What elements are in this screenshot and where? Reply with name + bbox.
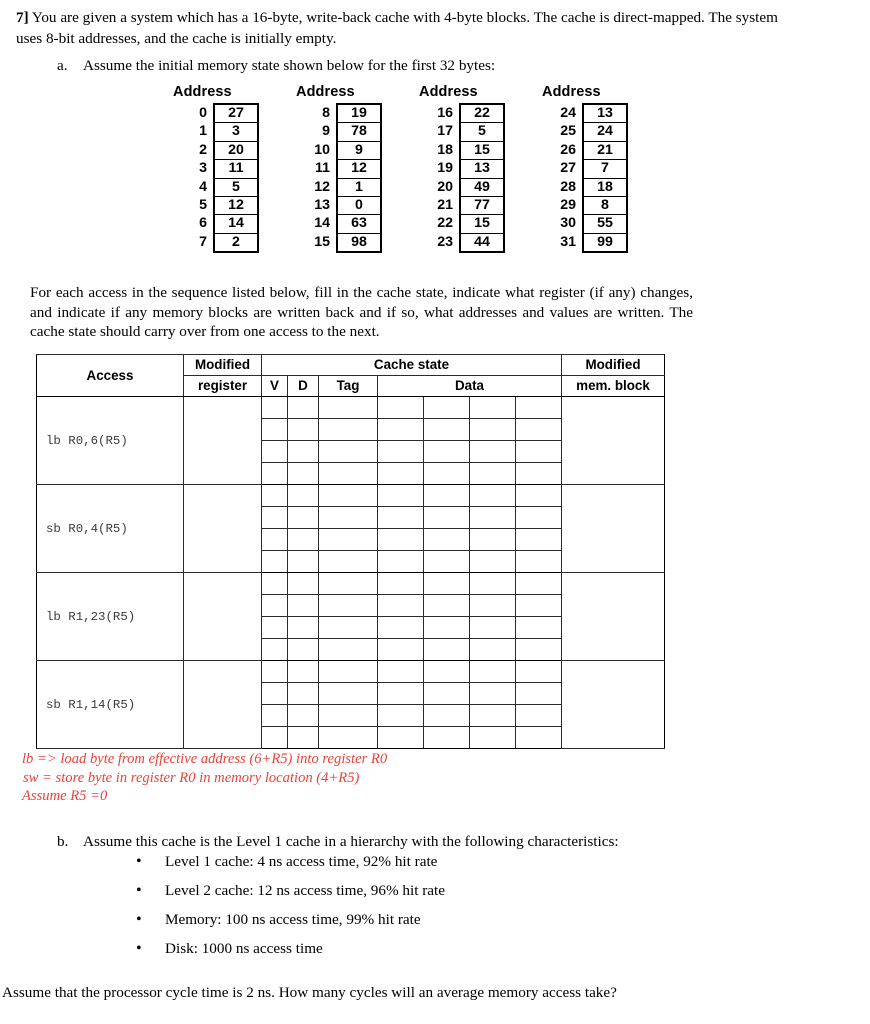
list-item (130, 934, 730, 963)
header-valid-bit: V (262, 376, 288, 397)
tag-cell[interactable] (319, 419, 378, 441)
memory-address: 11 (315, 160, 330, 177)
dirty-bit-cell[interactable] (288, 661, 319, 683)
dirty-bit-cell[interactable] (288, 727, 319, 749)
memory-box (437, 103, 505, 253)
data-byte-cell[interactable] (516, 595, 562, 617)
memory-value: 98 (351, 233, 367, 250)
address-header: Address (542, 84, 601, 100)
header-data: Data (378, 376, 562, 397)
memory-address: 16 (437, 105, 453, 121)
memory-row (199, 122, 257, 140)
dirty-bit-cell[interactable] (288, 705, 319, 727)
valid-bit-cell[interactable] (262, 397, 288, 419)
data-byte-cell[interactable] (424, 617, 470, 639)
tag-cell[interactable] (319, 397, 378, 419)
memory-address: 29 (560, 196, 576, 213)
dirty-bit-cell[interactable] (288, 463, 319, 485)
data-byte-cell[interactable] (424, 551, 470, 573)
modified-mem-block-cell[interactable] (562, 661, 665, 749)
data-byte-cell[interactable] (378, 419, 424, 441)
memory-address: 26 (560, 141, 576, 158)
memory-value: 20 (228, 141, 244, 158)
question-number: 7] (16, 9, 29, 26)
list-item (130, 847, 730, 876)
memory-value: 12 (228, 196, 244, 213)
memory-row (437, 105, 503, 122)
data-byte-cell[interactable] (424, 529, 470, 551)
memory-address: 20 (437, 178, 453, 195)
data-byte-cell[interactable] (378, 529, 424, 551)
valid-bit-cell[interactable] (262, 705, 288, 727)
dirty-bit-cell[interactable] (288, 617, 319, 639)
memory-row (314, 233, 380, 251)
valid-bit-cell[interactable] (262, 617, 288, 639)
data-byte-cell[interactable] (516, 463, 562, 485)
memory-address: 21 (437, 196, 453, 213)
dirty-bit-cell[interactable] (288, 507, 319, 529)
note-sw: sw = store byte in register R0 in memory location (4+R5) (23, 769, 360, 786)
memory-address: 6 (199, 215, 207, 232)
address-header: Address (173, 84, 232, 100)
valid-bit-cell[interactable] (262, 463, 288, 485)
valid-bit-cell[interactable] (262, 441, 288, 463)
header-modified-register-line2: register (184, 376, 262, 397)
memory-row (199, 196, 257, 214)
tag-cell[interactable] (319, 551, 378, 573)
dirty-bit-cell[interactable] (288, 397, 319, 419)
tag-cell[interactable] (319, 661, 378, 683)
header-access: Access (37, 355, 184, 397)
hierarchy-bullet-list (130, 847, 730, 963)
memory-address: 30 (560, 215, 576, 232)
question-intro-text: You are given a system which has a 16-byte, write-back cache with 4-byte blocks. The cache is direct-mapped. The system uses 8-bit addresses, and the cache is initially empty. (16, 9, 778, 47)
memory-value: 21 (597, 141, 613, 158)
dirty-bit-cell[interactable] (288, 529, 319, 551)
data-byte-cell[interactable] (470, 463, 516, 485)
part-a-label: a. (57, 57, 68, 74)
memory-row (560, 141, 626, 159)
memory-value: 5 (478, 123, 486, 140)
data-byte-cell[interactable] (470, 705, 516, 727)
part-b-text: Assume this cache is the Level 1 cache in a hierarchy with the following characteristics: (83, 833, 619, 850)
tag-cell[interactable] (319, 705, 378, 727)
memory-row (560, 214, 626, 232)
header-modified-mem-block-line2: mem. block (562, 376, 665, 397)
memory-address: 7 (199, 233, 207, 250)
data-byte-cell[interactable] (378, 397, 424, 419)
memory-value: 12 (351, 160, 367, 177)
memory-row (199, 214, 257, 232)
data-byte-cell[interactable] (470, 639, 516, 661)
memory-row (314, 196, 380, 214)
memory-value: 0 (355, 196, 363, 213)
memory-address: 1 (199, 123, 207, 140)
memory-address: 14 (314, 215, 330, 232)
address-header: Address (296, 84, 355, 100)
data-byte-cell[interactable] (470, 617, 516, 639)
data-byte-cell[interactable] (470, 441, 516, 463)
tag-cell[interactable] (319, 441, 378, 463)
memory-value: 2 (232, 233, 240, 250)
memory-column-0 (160, 82, 282, 253)
data-byte-cell[interactable] (516, 639, 562, 661)
memory-row (199, 233, 257, 251)
memory-value: 27 (228, 105, 244, 121)
valid-bit-cell[interactable] (262, 595, 288, 617)
memory-value: 63 (351, 215, 367, 232)
instruction-legend-notes (22, 750, 387, 806)
tag-cell[interactable] (319, 639, 378, 661)
memory-value: 9 (355, 141, 363, 158)
data-byte-cell[interactable] (516, 573, 562, 595)
memory-address: 2 (199, 141, 207, 158)
memory-row (437, 196, 503, 214)
data-byte-cell[interactable] (470, 419, 516, 441)
memory-value: 14 (228, 215, 244, 232)
memory-address: 5 (199, 196, 207, 213)
memory-box (199, 103, 259, 253)
memory-value: 19 (351, 105, 367, 121)
data-byte-cell[interactable] (470, 485, 516, 507)
tag-cell[interactable] (319, 485, 378, 507)
memory-value: 13 (597, 105, 613, 121)
tag-cell[interactable] (319, 529, 378, 551)
data-byte-cell[interactable] (516, 551, 562, 573)
memory-value: 22 (474, 105, 490, 121)
memory-box (560, 103, 628, 253)
tag-cell[interactable] (319, 595, 378, 617)
data-byte-cell[interactable] (516, 683, 562, 705)
memory-row (560, 159, 626, 177)
memory-address: 13 (314, 196, 330, 213)
memory-row (560, 122, 626, 140)
valid-bit-cell[interactable] (262, 507, 288, 529)
data-byte-cell[interactable] (516, 441, 562, 463)
memory-address: 3 (199, 160, 207, 177)
memory-address: 9 (322, 123, 330, 140)
data-byte-cell[interactable] (378, 595, 424, 617)
data-byte-cell[interactable] (424, 397, 470, 419)
memory-value: 8 (601, 196, 609, 213)
data-byte-cell[interactable] (424, 463, 470, 485)
memory-row (560, 178, 626, 196)
data-byte-cell[interactable] (424, 507, 470, 529)
dirty-bit-cell[interactable] (288, 485, 319, 507)
question-intro (16, 7, 796, 49)
tag-cell[interactable] (319, 617, 378, 639)
worksheet-header-row-1 (37, 355, 665, 376)
memory-row (437, 159, 503, 177)
data-byte-cell[interactable] (378, 463, 424, 485)
memory-value: 77 (474, 196, 490, 213)
valid-bit-cell[interactable] (262, 529, 288, 551)
dirty-bit-cell[interactable] (288, 595, 319, 617)
memory-value: 99 (597, 233, 613, 250)
access-instruction: lb R0,6(R5) (37, 397, 184, 485)
bullet-icon: • (136, 853, 142, 870)
memory-address: 0 (199, 105, 207, 121)
header-dirty-bit: D (288, 376, 319, 397)
memory-value: 7 (601, 160, 609, 177)
data-byte-cell[interactable] (378, 507, 424, 529)
memory-state-tables (160, 82, 720, 257)
data-byte-cell[interactable] (470, 727, 516, 749)
valid-bit-cell[interactable] (262, 551, 288, 573)
memory-address: 12 (314, 178, 330, 195)
memory-value: 24 (597, 123, 613, 140)
valid-bit-cell[interactable] (262, 661, 288, 683)
tag-cell[interactable] (319, 507, 378, 529)
memory-address: 27 (560, 160, 576, 177)
memory-address: 17 (437, 123, 453, 140)
data-byte-cell[interactable] (470, 661, 516, 683)
memory-value: 55 (597, 215, 613, 232)
memory-value: 5 (232, 178, 240, 195)
list-item (130, 876, 730, 905)
valid-bit-cell[interactable] (262, 485, 288, 507)
valid-bit-cell[interactable] (262, 419, 288, 441)
memory-row (560, 233, 626, 251)
data-byte-cell[interactable] (378, 441, 424, 463)
memory-address: 4 (199, 178, 207, 195)
memory-row (437, 178, 503, 196)
memory-row (322, 105, 380, 122)
memory-row (437, 122, 503, 140)
data-byte-cell[interactable] (424, 705, 470, 727)
data-byte-cell[interactable] (516, 397, 562, 419)
data-byte-cell[interactable] (470, 507, 516, 529)
data-byte-cell[interactable] (378, 705, 424, 727)
data-byte-cell[interactable] (516, 705, 562, 727)
memory-address: 18 (437, 141, 453, 158)
memory-address: 24 (560, 105, 576, 121)
bullet-icon: • (136, 940, 142, 957)
data-byte-cell[interactable] (424, 661, 470, 683)
memory-row (199, 141, 257, 159)
memory-row (560, 105, 626, 122)
data-byte-cell[interactable] (516, 727, 562, 749)
memory-row (199, 105, 257, 122)
modified-register-cell[interactable] (184, 397, 262, 485)
data-byte-cell[interactable] (470, 573, 516, 595)
memory-address: 23 (437, 233, 453, 250)
tag-cell[interactable] (319, 727, 378, 749)
memory-address: 8 (322, 105, 330, 121)
memory-row (322, 122, 380, 140)
data-byte-cell[interactable] (378, 551, 424, 573)
table-row (37, 661, 665, 683)
data-byte-cell[interactable] (378, 683, 424, 705)
memory-value: 3 (232, 123, 240, 140)
dirty-bit-cell[interactable] (288, 441, 319, 463)
memory-row (437, 214, 503, 232)
valid-bit-cell[interactable] (262, 683, 288, 705)
memory-row (437, 233, 503, 251)
data-byte-cell[interactable] (470, 529, 516, 551)
data-byte-cell[interactable] (424, 683, 470, 705)
address-header: Address (419, 84, 478, 100)
header-modified-register-line1: Modified (184, 355, 262, 376)
data-byte-cell[interactable] (378, 727, 424, 749)
modified-mem-block-cell[interactable] (562, 397, 665, 485)
data-byte-cell[interactable] (516, 507, 562, 529)
data-byte-cell[interactable] (516, 529, 562, 551)
dirty-bit-cell[interactable] (288, 573, 319, 595)
note-lb: lb => load byte from effective address (6+R5) into register R0 (22, 751, 388, 767)
bullet-icon: • (136, 911, 142, 928)
modified-register-cell[interactable] (184, 661, 262, 749)
tag-cell[interactable] (319, 573, 378, 595)
data-byte-cell[interactable] (470, 397, 516, 419)
data-byte-cell[interactable] (424, 485, 470, 507)
access-instruction: sb R1,14(R5) (37, 661, 184, 749)
data-byte-cell[interactable] (424, 727, 470, 749)
data-byte-cell[interactable] (470, 683, 516, 705)
memory-address: 10 (314, 141, 330, 158)
valid-bit-cell[interactable] (262, 727, 288, 749)
dirty-bit-cell[interactable] (288, 551, 319, 573)
memory-value: 1 (355, 178, 363, 195)
memory-value: 11 (228, 160, 244, 177)
memory-address: 19 (437, 160, 453, 177)
closing-question: Assume that the processor cycle time is 2 ns. How many cycles will an average memory access take? (2, 984, 617, 1001)
list-item-label: Level 2 cache: 12 ns access time, 96% hit rate (165, 882, 446, 899)
dirty-bit-cell[interactable] (288, 683, 319, 705)
note-assume-r5: Assume R5 =0 (22, 788, 108, 805)
dirty-bit-cell[interactable] (288, 639, 319, 661)
data-byte-cell[interactable] (516, 485, 562, 507)
memory-row (560, 196, 626, 214)
list-item (130, 905, 730, 934)
memory-value: 18 (597, 178, 613, 195)
tag-cell[interactable] (319, 683, 378, 705)
memory-row (199, 159, 257, 177)
header-modified-mem-block-line1: Modified (562, 355, 665, 376)
tag-cell[interactable] (319, 463, 378, 485)
modified-mem-block-cell[interactable] (562, 573, 665, 661)
list-item-label: Level 1 cache: 4 ns access time, 92% hit rate (165, 853, 438, 870)
table-row (37, 573, 665, 595)
memory-address: 28 (560, 178, 576, 195)
data-byte-cell[interactable] (516, 617, 562, 639)
memory-value: 44 (474, 233, 490, 250)
modified-register-cell[interactable] (184, 573, 262, 661)
table-row (37, 485, 665, 507)
memory-address: 15 (314, 233, 330, 250)
memory-value: 15 (474, 141, 490, 158)
memory-row (314, 214, 380, 232)
memory-value: 15 (474, 215, 490, 232)
part-a (57, 55, 817, 76)
access-instruction: lb R1,23(R5) (37, 573, 184, 661)
list-item-label: Disk: 1000 ns access time (165, 940, 323, 957)
data-byte-cell[interactable] (424, 441, 470, 463)
data-byte-cell[interactable] (378, 661, 424, 683)
memory-row (314, 141, 380, 159)
memory-row (314, 178, 380, 196)
memory-value: 78 (351, 123, 367, 140)
data-byte-cell[interactable] (378, 639, 424, 661)
memory-column-3 (529, 82, 651, 253)
cache-worksheet-table (36, 354, 665, 749)
list-item-label: Memory: 100 ns access time, 99% hit rate (165, 911, 421, 928)
memory-column-1 (283, 82, 405, 253)
data-byte-cell[interactable] (470, 551, 516, 573)
memory-address: 25 (560, 123, 576, 140)
bullet-icon: • (136, 882, 142, 899)
table-row (37, 397, 665, 419)
valid-bit-cell[interactable] (262, 639, 288, 661)
access-instruction: sb R0,4(R5) (37, 485, 184, 573)
modified-register-cell[interactable] (184, 485, 262, 573)
data-byte-cell[interactable] (378, 573, 424, 595)
memory-box (314, 103, 382, 253)
header-cache-state: Cache state (262, 355, 562, 376)
data-byte-cell[interactable] (424, 639, 470, 661)
memory-address: 22 (437, 215, 453, 232)
data-byte-cell[interactable] (470, 595, 516, 617)
data-byte-cell[interactable] (516, 661, 562, 683)
memory-row (199, 178, 257, 196)
data-byte-cell[interactable] (378, 485, 424, 507)
valid-bit-cell[interactable] (262, 573, 288, 595)
data-byte-cell[interactable] (516, 419, 562, 441)
memory-address: 31 (560, 233, 576, 250)
data-byte-cell[interactable] (424, 573, 470, 595)
memory-value: 13 (474, 160, 490, 177)
part-b-label: b. (57, 833, 69, 850)
modified-mem-block-cell[interactable] (562, 485, 665, 573)
memory-row (315, 159, 380, 177)
part-a-text: Assume the initial memory state shown below for the first 32 bytes: (83, 57, 496, 74)
data-byte-cell[interactable] (424, 419, 470, 441)
instructions-paragraph: For each access in the sequence listed below, fill in the cache state, indicate what register (if any) changes, and indicate if any memory blocks are written back and if so, what addresses and values are written. The cache state should carry over from one access to the next. (30, 284, 693, 340)
memory-column-2 (406, 82, 528, 253)
data-byte-cell[interactable] (424, 595, 470, 617)
data-byte-cell[interactable] (378, 617, 424, 639)
memory-value: 49 (474, 178, 490, 195)
memory-row (437, 141, 503, 159)
dirty-bit-cell[interactable] (288, 419, 319, 441)
header-tag: Tag (319, 376, 378, 397)
